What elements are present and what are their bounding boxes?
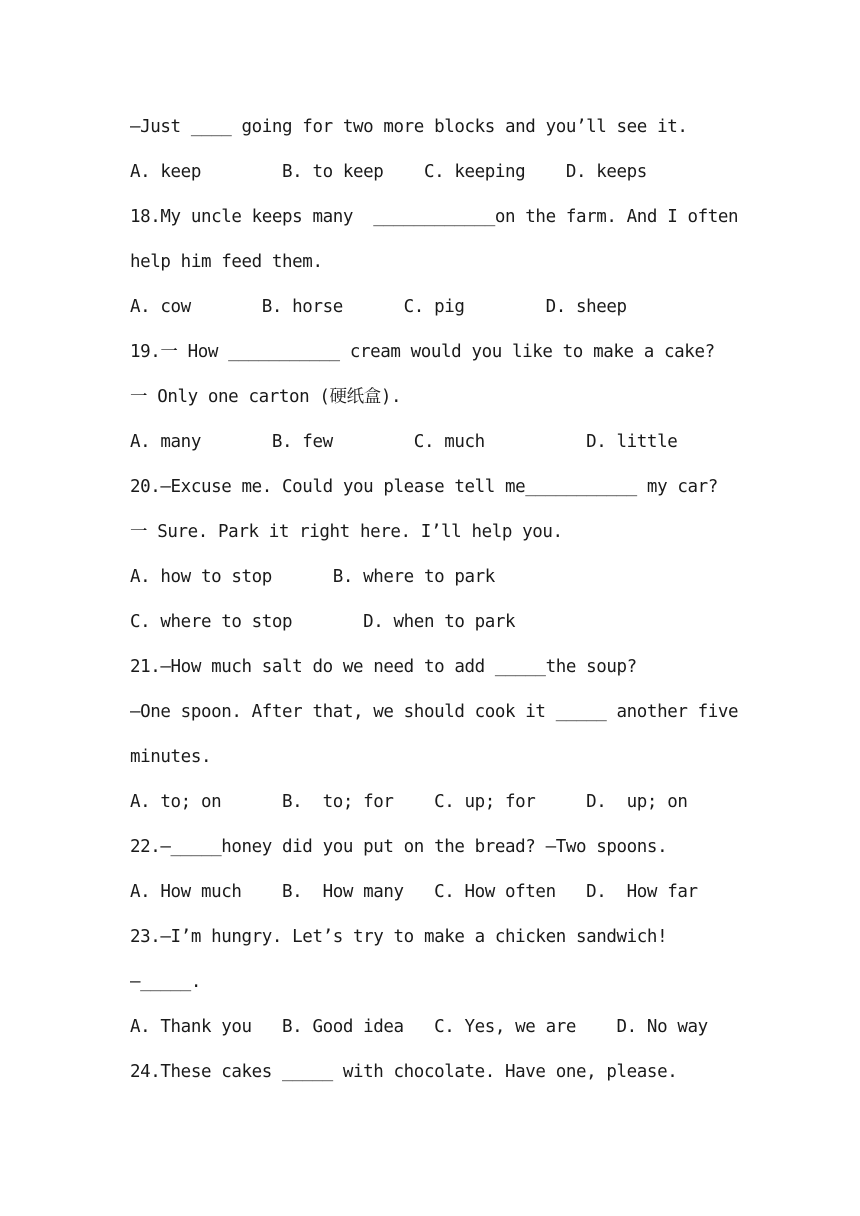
question-text-block: [130, 105, 750, 1095]
text-line: A. keep B. to keep C. keeping D. keeps: [130, 162, 647, 182]
text-line: —One spoon. After that, we should cook it _____ another five: [130, 702, 739, 722]
text-line: —_____.: [130, 972, 201, 992]
text-line: 19.一 How ___________ cream would you like to make a cake?: [130, 342, 715, 362]
text-line: minutes.: [130, 747, 212, 767]
text-line: help him feed them.: [130, 252, 323, 272]
text-line: 18.My uncle keeps many ____________on the farm. And I often: [130, 207, 739, 227]
text-line: 23.—I’m hungry. Let’s try to make a chicken sandwich!: [130, 927, 668, 947]
text-line: 一 Sure. Park it right here. I’ll help you.: [130, 522, 563, 542]
text-line: A. how to stop B. where to park: [130, 567, 495, 587]
text-line: 一 Only one carton (硬纸盒).: [130, 387, 402, 407]
text-line: A. How much B. How many C. How often D. How far: [130, 882, 698, 902]
text-line: 21.—How much salt do we need to add _____the soup?: [130, 657, 637, 677]
text-line: C. where to stop D. when to park: [130, 612, 516, 632]
text-line: A. cow B. horse C. pig D. sheep: [130, 297, 627, 317]
text-line: —Just ____ going for two more blocks and you’ll see it.: [130, 117, 688, 137]
text-line: 22.—_____honey did you put on the bread? —Two spoons.: [130, 837, 668, 857]
text-line: 24.These cakes _____ with chocolate. Have one, please.: [130, 1062, 678, 1082]
text-line: 20.—Excuse me. Could you please tell me___________ my car?: [130, 477, 718, 497]
text-line: A. to; on B. to; for C. up; for D. up; on: [130, 792, 688, 812]
text-line: A. many B. few C. much D. little: [130, 432, 678, 452]
text-line: A. Thank you B. Good idea C. Yes, we are D. No way: [130, 1017, 708, 1037]
